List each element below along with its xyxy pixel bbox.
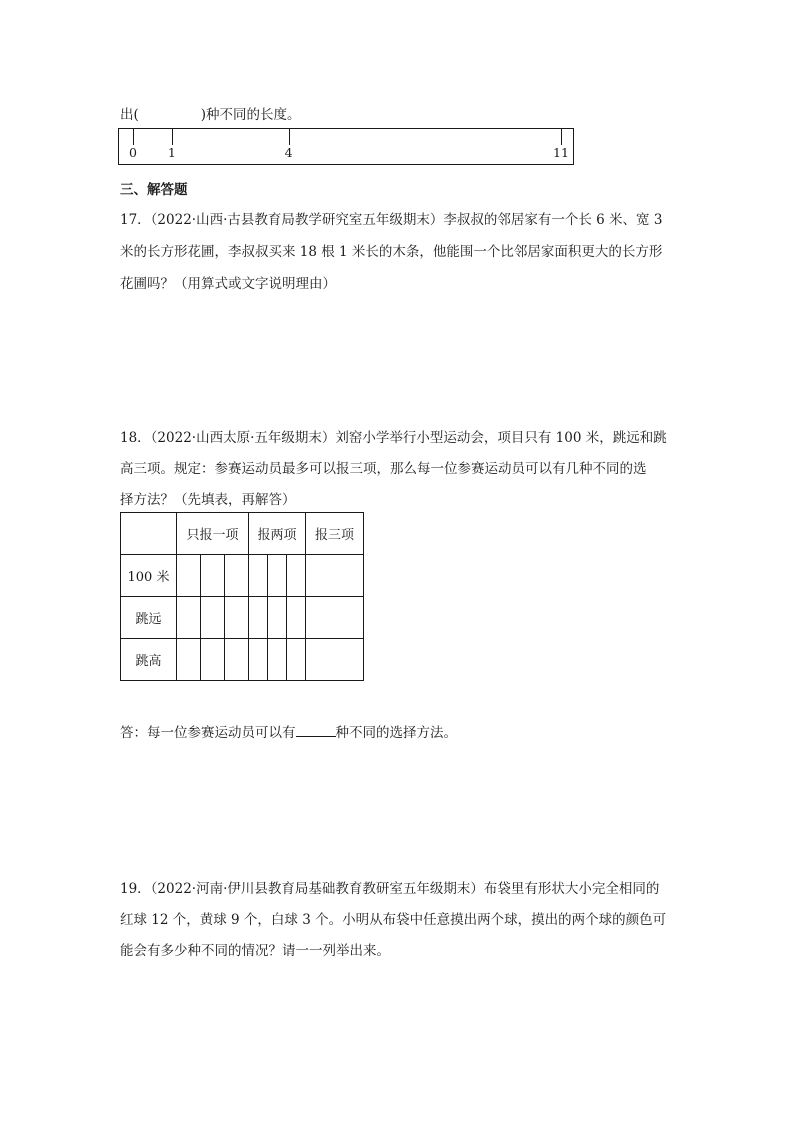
ruler-tick-label: 4: [284, 145, 293, 160]
q17-line-2: 米的长方形花圃，李叔叔买来 18 根 1 米长的木条，他能围一个比邻居家面积更大的长方形: [120, 244, 663, 260]
table-cell[interactable]: [287, 639, 306, 681]
table-row: [121, 597, 364, 639]
ruler-tick: [172, 129, 173, 145]
table-cell[interactable]: [225, 639, 249, 681]
table-cell[interactable]: [249, 639, 268, 681]
table-cell[interactable]: [201, 639, 225, 681]
table-corner-cell: [121, 513, 177, 555]
ruler-tick: [133, 129, 134, 145]
q18-answer-blank[interactable]: [296, 724, 336, 737]
table-cell[interactable]: [306, 639, 364, 681]
table-cell[interactable]: [225, 555, 249, 597]
header-only-one: 只报一项: [177, 513, 249, 555]
table-cell[interactable]: [201, 555, 225, 597]
table-cell[interactable]: [249, 597, 268, 639]
table-cell[interactable]: [287, 597, 306, 639]
header-two: 报两项: [249, 513, 306, 555]
section-heading: 三、解答题: [120, 182, 188, 198]
q18-line-3: 择方法？（先填表，再解答）: [120, 492, 296, 508]
q19-line-1: 19．（2022·河南·伊川县教育局基础教育教研室五年级期末）布袋里有形状大小完全相同的: [120, 881, 660, 897]
table-cell[interactable]: [177, 555, 201, 597]
q17-line-1: 17．（2022·山西·古县教育局教学研究室五年级期末）李叔叔的邻居家有一个长 6 米、宽 3: [120, 212, 663, 228]
table-header-row: [121, 513, 364, 555]
row-label-high-jump: 跳高: [121, 639, 177, 681]
ruler-tick-label: 11: [553, 145, 569, 160]
table-row: [121, 555, 364, 597]
ruler-tick-label: 0: [129, 145, 137, 160]
q16-prefix: 出(: [120, 107, 139, 123]
ruler-tick: [289, 129, 290, 145]
table-cell[interactable]: [268, 597, 287, 639]
q18-line-1: 18．（2022·山西太原·五年级期末）刘窑小学举行小型运动会，项目只有 100 米，跳远和跳: [120, 430, 667, 446]
table-cell[interactable]: [306, 555, 364, 597]
ruler-tick-label: 1: [167, 145, 176, 160]
table-cell[interactable]: [201, 597, 225, 639]
header-three: 报三项: [306, 513, 364, 555]
table-cell[interactable]: [249, 555, 268, 597]
q18-answer-prefix: 答：每一位参赛运动员可以有: [120, 725, 296, 741]
q19-line-3: 能会有多少种不同的情况？请一一列举出来。: [120, 943, 390, 959]
row-label-100m: 100 米: [121, 555, 177, 597]
q16-blank-line: [120, 103, 301, 123]
table-cell[interactable]: [177, 597, 201, 639]
q19-line-2: 红球 12 个，黄球 9 个，白球 3 个。小明从布袋中任意摸出两个球，摸出的两个球的颜色可: [120, 912, 667, 928]
number-line-ruler: [118, 128, 574, 165]
q18-answer-suffix: 种不同的选择方法。: [335, 725, 457, 741]
q18-line-2: 高三项。规定：参赛运动员最多可以报三项，那么每一位参赛运动员可以有几种不同的选: [120, 461, 647, 477]
table-cell[interactable]: [268, 555, 287, 597]
table-cell[interactable]: [225, 597, 249, 639]
ruler-tick: [561, 129, 562, 145]
q18-answer-line: [120, 721, 457, 741]
row-label-long-jump: 跳远: [121, 597, 177, 639]
table-cell[interactable]: [306, 597, 364, 639]
table-cell[interactable]: [287, 555, 306, 597]
selection-table: [120, 512, 364, 681]
q16-suffix: )种不同的长度。: [200, 107, 301, 123]
table-row: [121, 639, 364, 681]
q17-line-3: 花圃吗？（用算式或文字说明理由）: [120, 276, 336, 292]
table-cell[interactable]: [268, 639, 287, 681]
table-cell[interactable]: [177, 639, 201, 681]
